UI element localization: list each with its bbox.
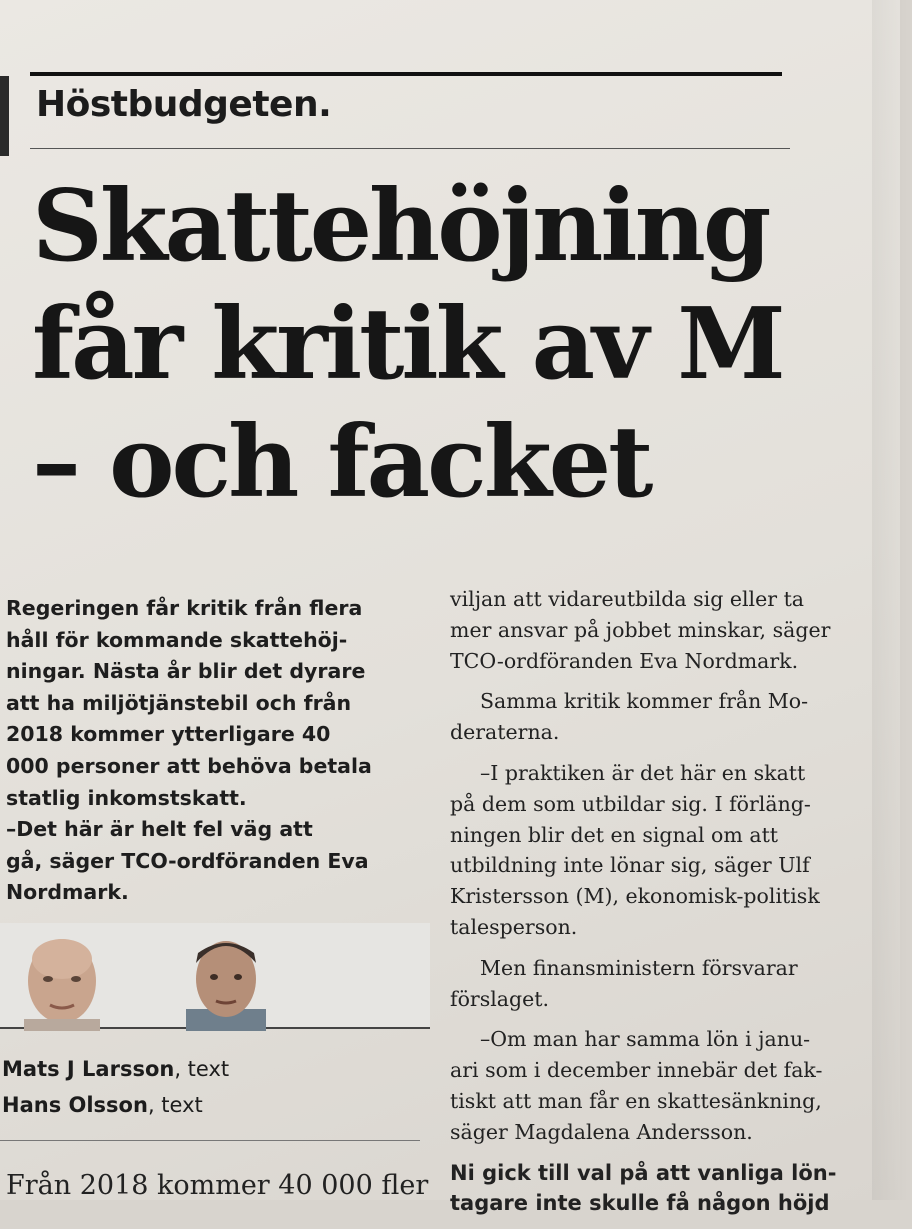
body-paragraph xyxy=(450,584,890,676)
body-line: mer ansvar på jobbet minskar, säger xyxy=(450,617,831,642)
body-line: säger Magdalena Andersson. xyxy=(450,1119,753,1144)
body-question xyxy=(450,1158,890,1220)
ingress-line: att ha miljötjänstebil och från xyxy=(6,690,352,715)
ingress-line: ningar. Nästa år blir det dyrare xyxy=(6,659,366,684)
body-line: Ni gick till val på att vanliga lön- xyxy=(450,1160,837,1185)
photographer-photo xyxy=(178,929,274,1029)
ingress-line: Regeringen får kritik från flera xyxy=(6,596,363,620)
body-line: Samma kritik kommer från Mo- xyxy=(480,689,809,714)
body-quote xyxy=(450,758,890,943)
body-line: Kristersson (M), ekonomisk-politisk xyxy=(450,884,820,909)
byline-photo-strip xyxy=(0,923,430,1029)
headline-line: Skattehöjning xyxy=(32,169,769,284)
body-line: på dem som utbildar sig. I förläng- xyxy=(450,791,811,816)
ingress-line: håll för kommande skattehöj- xyxy=(6,627,348,652)
body-line: –Om man har samma lön i janu- xyxy=(480,1027,811,1052)
ingress-line: 000 personer att behöva betala xyxy=(6,753,372,778)
right-column-body xyxy=(450,584,890,1229)
byline-name: Hans Olsson xyxy=(2,1093,148,1117)
body-line: talesperson. xyxy=(450,914,578,939)
body-line: ningen blir det en signal om att xyxy=(450,822,779,847)
byline-name: Mats J Larsson xyxy=(2,1057,175,1081)
body-line: Men finansministern försvarar xyxy=(480,955,798,980)
ingress-line: gå, säger TCO-ordföranden Eva xyxy=(6,848,369,873)
left-column-body-start: Från 2018 kommer 40 000 fler xyxy=(6,1170,429,1201)
ingress-line: –Det här är helt fel väg att xyxy=(6,817,313,842)
byline-role: , text xyxy=(147,1093,203,1117)
body-line: utbildning inte lönar sig, säger Ulf xyxy=(450,853,810,878)
headline xyxy=(32,168,852,522)
body-paragraph xyxy=(450,686,890,748)
section-kicker: Höstbudgeten. xyxy=(36,84,332,125)
body-quote xyxy=(450,1024,890,1147)
body-line: TCO-ordföranden Eva Nordmark. xyxy=(450,648,799,673)
byline-rule xyxy=(0,1140,420,1141)
headline-line: – och facket xyxy=(32,405,651,520)
body-line: tiskt att man får en skattesänkning, xyxy=(450,1088,822,1113)
byline-role: , text xyxy=(174,1057,230,1081)
headline-line: får kritik av M xyxy=(32,287,783,402)
body-paragraph xyxy=(450,953,890,1015)
body-line: tagare inte skulle få någon höjd xyxy=(450,1191,830,1216)
body-line: viljan att vidareutbilda sig eller ta xyxy=(450,587,805,611)
body-line: ari som i december innebär det fak- xyxy=(450,1058,823,1083)
ingress-line: 2018 kommer ytterligare 40 xyxy=(6,722,331,747)
body-line: förslaget. xyxy=(450,986,550,1011)
ingress-line: statlig inkomstskatt. xyxy=(6,785,247,810)
ingress-paragraph xyxy=(6,593,416,814)
reporter-photo xyxy=(14,929,110,1029)
body-line: deraterna. xyxy=(450,720,560,745)
kicker-rule xyxy=(30,148,790,149)
top-rule xyxy=(30,72,782,76)
ingress-quote xyxy=(6,814,416,909)
byline-writer xyxy=(2,1057,229,1081)
margin-mark xyxy=(0,76,9,156)
body-line: –I praktiken är det här en skatt xyxy=(480,760,806,785)
byline-photographer xyxy=(2,1093,203,1117)
ingress-line: Nordmark. xyxy=(6,880,129,905)
ingress xyxy=(6,593,416,909)
